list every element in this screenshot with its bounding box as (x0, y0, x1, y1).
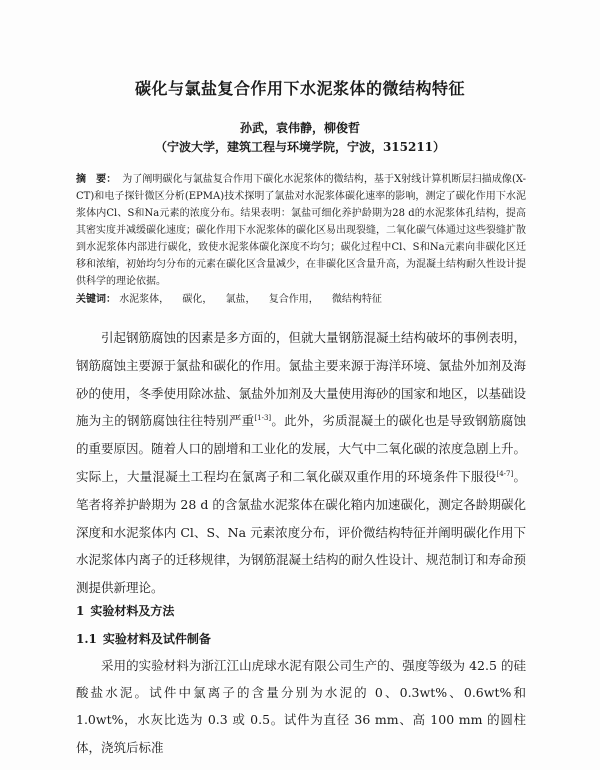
introduction (76, 324, 526, 602)
keyword-item: 微结构特征 (331, 294, 382, 305)
intro-text-3: 。笔者将养护龄期为 28 d 的含氯盐水泥浆体在碳化箱内加速碳化，测定各龄期碳化深度和水泥浆体内 Cl、S、Na 元素浓度分布，评价微结构特征并阐明碳化作用下水泥浆体内离子的迁移规律，为钢筋混凝土结构的耐久性设计、规范制订和寿命预测提供新理论。 (76, 468, 527, 596)
section-number: 1 (76, 604, 85, 618)
keyword-item: 碳化， (182, 294, 213, 305)
materials-paragraph: 采用的实验材料为浙江江山虎球水泥有限公司生产的、强度等级为 42.5 的硅酸盐水泥。试件中氯离子的含量分别为水泥的 0、0.3wt%、0.6wt%和 1.0wt%，水灰比选为 0.3 或 0.5。试件为直径 36 mm、高 100 mm 的圆柱体，浇筑后标准 (76, 658, 526, 755)
keyword-item: 水泥浆体， (119, 294, 170, 305)
subsection-heading (76, 630, 211, 647)
abstract-text: 为了阐明碳化与氯盐复合作用下碳化水泥浆体的微结构，基于X射线计算机断层扫描成像(X-CT)和电子探针微区分析(EPMA)技术探明了氯盐对水泥浆体碳化速率的影响，测定了碳化作用下水泥浆体内Cl、S和Na元素的浓度分布。结果表明：氯盐可细化养护龄期为28 d的水泥浆体孔结构，提高其密实度并减缓碳化速度；碳化作用下水泥浆体的碳化区易出现裂缝，二氧化碳气体通过这些裂缝扩散到水泥浆体内部进行碳化，致使水泥浆体碳化深度不均匀；碳化过程中Cl、S和Na元素向非碳化区迁移和浓缩，初始均匀分布的元素在碳化区含量减少，在非碳化区含量升高，为混凝土结构耐久性设计提供科学的理论依据。 (76, 174, 526, 287)
paper-authors: 孙武，袁伟静，柳俊哲 (239, 121, 360, 135)
keyword-item: 氯盐， (225, 294, 256, 305)
subsection-number: 1.1 (76, 632, 97, 646)
intro-paragraph (76, 324, 526, 602)
subsection-title: 实验材料及试件制备 (102, 632, 211, 646)
abstract-label: 摘 要： (76, 174, 117, 185)
intro-text-2: 。此外，劣质混凝土的碳化也是导致钢筋腐蚀的重要原因。随着人口的剧增和工业化的发展，大气中二氧化碳的浓度急剧上升。实际上，大量混凝土工程均在氯离子和二氧化碳双重作用的环境条件下服役 (76, 413, 527, 484)
citation: [1-3] (254, 414, 272, 423)
materials-section (76, 652, 526, 761)
keywords-label: 关键词： (76, 294, 116, 305)
section-heading (76, 602, 174, 619)
section-title: 实验材料及方法 (90, 604, 175, 618)
abstract (76, 171, 526, 290)
paper-title: 碳化与氯盐复合作用下水泥浆体的微结构特征 (134, 79, 465, 98)
paper-affiliation: （宁波大学，建筑工程与环境学院，宁波，315211） (154, 140, 446, 154)
keyword-item: 复合作用， (268, 294, 319, 305)
keywords (76, 292, 526, 308)
intro-text-1: 引起钢筋腐蚀的因素是多方面的，但就大量钢筋混凝土结构破坏的事例表明，钢筋腐蚀主要源于氯盐和碳化的作用。氯盐主要来源于海洋环境、氯盐外加剂及海砂的使用，冬季使用除冰盐、氯盐外加剂及大量使用海砂的国家和地区，以基础设施为主的钢筋腐蚀往往特别严重 (76, 330, 527, 429)
citation: [4-7] (496, 469, 514, 478)
